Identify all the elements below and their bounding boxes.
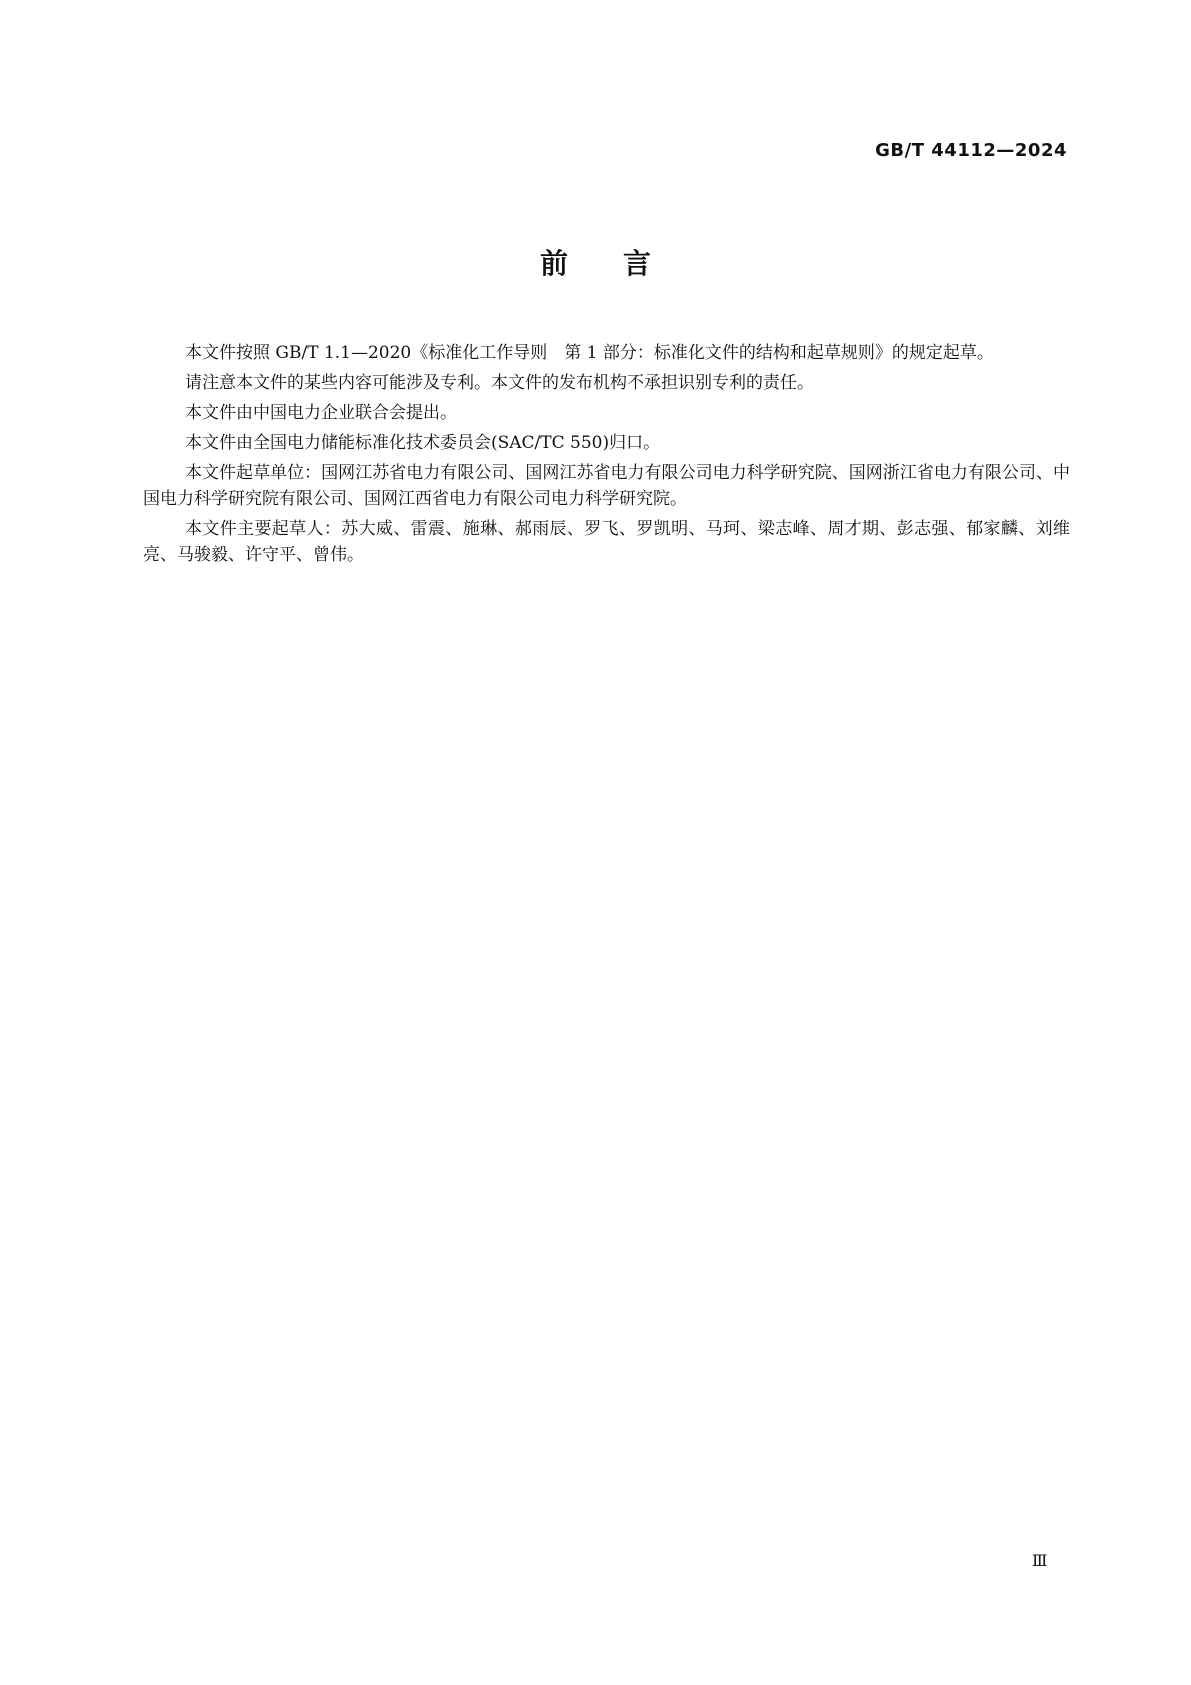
page-title: 前言 [539,247,706,280]
paragraph-committee: 本文件由全国电力储能标准化技术委员会(SAC/TC 550)归口。 [185,433,661,453]
paragraph-patent-notice: 请注意本文件的某些内容可能涉及专利。本文件的发布机构不承担识别专利的责任。 [185,373,814,393]
page-number: Ⅲ [1032,1551,1047,1570]
document-code: GB/T 44112—2024 [875,140,1067,161]
foreword-body [143,340,1070,572]
paragraph-drafting-units: 本文件起草单位：国网江苏省电力有限公司、国网江苏省电力有限公司电力科学研究院、国网浙江省电力有限公司、中国电力科学研究院有限公司、国网江西省电力有限公司电力科学研究院。 [143,463,1070,509]
paragraph-drafting-rules: 本文件按照 GB/T 1.1—2020《标准化工作导则 第 1 部分：标准化文件的结构和起草规则》的规定起草。 [185,343,994,363]
paragraph-proposer: 本文件由中国电力企业联合会提出。 [185,403,457,423]
paragraph-drafters: 本文件主要起草人：苏大威、雷震、施琳、郝雨辰、罗飞、罗凯明、马珂、梁志峰、周才期、彭志强、郁家麟、刘维亮、马骏毅、许守平、曾伟。 [143,519,1070,565]
